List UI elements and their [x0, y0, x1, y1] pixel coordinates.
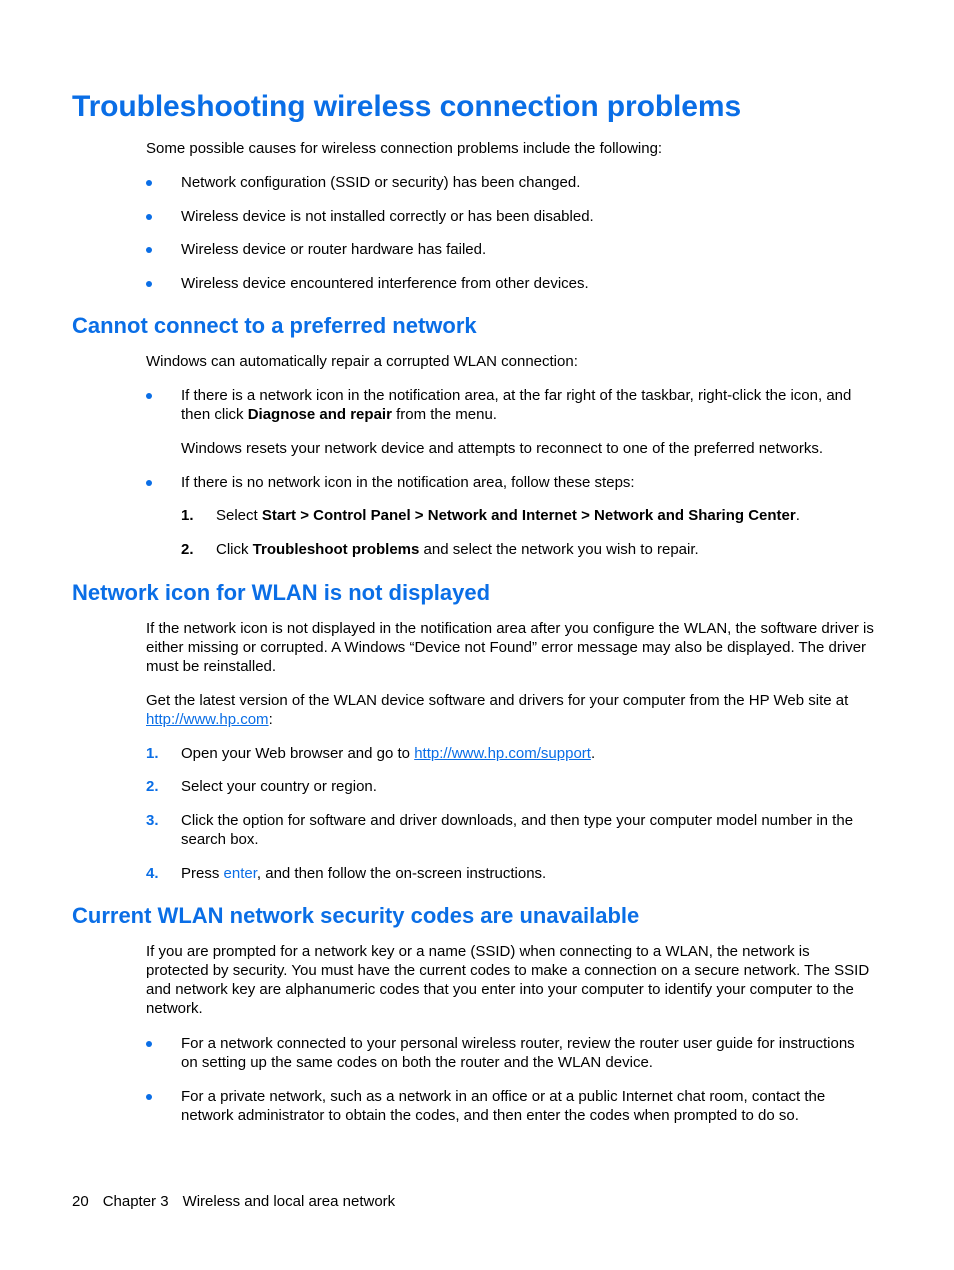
- bullet-icon: [146, 1094, 152, 1100]
- page-number: 20: [72, 1193, 89, 1210]
- bullet-icon: [146, 180, 152, 186]
- step-text: Select Start > Control Panel > Network and Internet > Network and Sharing Center.: [216, 507, 800, 524]
- bullet-icon: [146, 214, 152, 220]
- step-text: Select your country or region.: [181, 778, 377, 795]
- step-text: Press enter, and then follow the on-screen instructions.: [181, 865, 547, 882]
- section-heading-preferred-network: Cannot connect to a preferred network: [72, 313, 477, 338]
- step-number: 1.: [146, 745, 159, 762]
- section-heading-security-codes: Current WLAN network security codes are unavailable: [72, 903, 640, 928]
- chapter-title: Wireless and local area network: [182, 1193, 396, 1210]
- step-number: 2.: [181, 541, 194, 558]
- bullet-icon: [146, 1041, 152, 1047]
- enter-key-label: enter: [223, 865, 257, 882]
- section2-paragraph: Get the latest version of the WLAN device software and drivers for your computer from the HP Web site at http://www.hp.com:: [146, 692, 849, 728]
- page-title: Troubleshooting wireless connection problems: [72, 90, 742, 123]
- section1-intro: Windows can automatically repair a corrupted WLAN connection:: [146, 353, 578, 370]
- list-item-text: For a private network, such as a network in an office or at a public Internet chat room, contact the network administrator to obtain the codes, and then enter the codes when prompted to do so.: [181, 1088, 826, 1124]
- list-item-text: Wireless device is not installed correctly or has been disabled.: [181, 208, 594, 225]
- intro-paragraph: Some possible causes for wireless connection problems include the following:: [146, 140, 663, 157]
- bullet-icon: [146, 281, 152, 287]
- step-number: 3.: [146, 812, 159, 829]
- list-item-text: Network configuration (SSID or security) has been changed.: [181, 174, 581, 191]
- section2-paragraph: If the network icon is not displayed in the notification area after you configure the WLAN, the software driver is either missing or corrupted. A Windows “Device not Found” error message may also be displayed. The driver must be reinstalled.: [146, 620, 874, 675]
- step-number: 1.: [181, 507, 194, 524]
- step-number: 2.: [146, 778, 159, 795]
- list-item-text: For a network connected to your personal wireless router, review the router user guide for instructions on setting up the same codes on both the router and the WLAN device.: [181, 1035, 855, 1071]
- list-item-text: If there is a network icon in the notification area, at the far right of the taskbar, right-click the icon, and then click Diagnose and repair from the menu.: [181, 387, 852, 423]
- list-item-text: If there is no network icon in the notification area, follow these steps:: [181, 474, 635, 491]
- step-text: Click the option for software and driver downloads, and then type your computer model number in the search box.: [181, 812, 854, 848]
- bullet-icon: [146, 480, 152, 486]
- hp-support-link[interactable]: http://www.hp.com/support: [414, 745, 591, 762]
- bullet-icon: [146, 247, 152, 253]
- bullet-icon: [146, 393, 152, 399]
- section-heading-network-icon: Network icon for WLAN is not displayed: [72, 580, 491, 605]
- list-item-text: Wireless device or router hardware has failed.: [181, 241, 487, 258]
- step-number: 4.: [146, 865, 159, 882]
- bullet-note: Windows resets your network device and attempts to reconnect to one of the preferred networks.: [181, 440, 823, 457]
- step-text: Click Troubleshoot problems and select the network you wish to repair.: [216, 541, 699, 558]
- hp-website-link[interactable]: http://www.hp.com: [146, 711, 269, 728]
- list-item-text: Wireless device encountered interference from other devices.: [181, 275, 589, 292]
- step-text: Open your Web browser and go to http://www.hp.com/support.: [181, 745, 596, 762]
- section3-paragraph: If you are prompted for a network key or a name (SSID) when connecting to a WLAN, the network is protected by security. You must have the current codes to make a connection on a secure network. The SSID and network key are alphanumeric codes that you enter into your computer to identify your computer to the network.: [146, 943, 870, 1017]
- page-footer: [72, 1193, 409, 1210]
- chapter-label: Chapter 3: [102, 1193, 169, 1210]
